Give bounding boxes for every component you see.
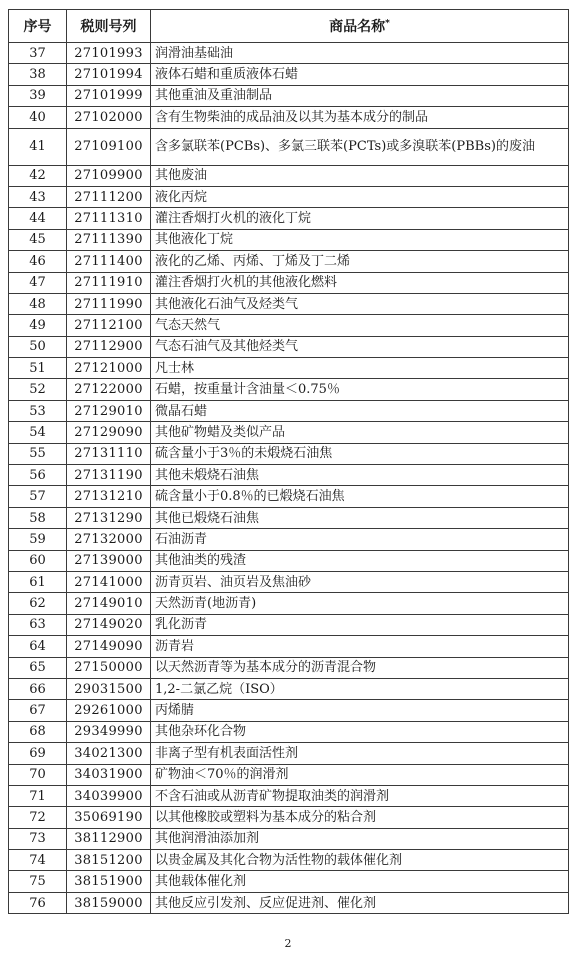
table-row	[9, 422, 569, 443]
table-row	[9, 165, 569, 186]
row-tariff-code: 27102000	[67, 107, 151, 128]
row-product-name: 润滑油基础油	[151, 43, 569, 64]
row-product-name: 液化丙烷	[151, 186, 569, 207]
row-product-name: 其他液化丁烷	[151, 229, 569, 250]
table-row	[9, 400, 569, 421]
table-row	[9, 315, 569, 336]
row-product-name: 其他反应引发剂、反应促进剂、催化剂	[151, 892, 569, 913]
row-tariff-code: 27131110	[67, 443, 151, 464]
row-serial-number: 43	[9, 186, 67, 207]
row-serial-number: 46	[9, 251, 67, 272]
row-serial-number: 61	[9, 571, 67, 592]
row-tariff-code: 38112900	[67, 828, 151, 849]
row-product-name: 其他油类的残渣	[151, 550, 569, 571]
row-serial-number: 76	[9, 892, 67, 913]
header-product-name-label: 商品名称	[329, 19, 386, 35]
row-product-name: 以贵金属及其化合物为活性物的载体催化剂	[151, 850, 569, 871]
row-product-name: 其他废油	[151, 165, 569, 186]
table-row	[9, 850, 569, 871]
table-row	[9, 251, 569, 272]
row-product-name: 其他已煅烧石油焦	[151, 507, 569, 528]
row-tariff-code: 29031500	[67, 678, 151, 699]
row-tariff-code: 27131210	[67, 486, 151, 507]
row-serial-number: 37	[9, 43, 67, 64]
row-product-name: 乳化沥青	[151, 614, 569, 635]
table-row	[9, 443, 569, 464]
row-serial-number: 38	[9, 64, 67, 85]
row-serial-number: 73	[9, 828, 67, 849]
row-product-name: 其他矿物蜡及类似产品	[151, 422, 569, 443]
row-serial-number: 71	[9, 785, 67, 806]
table-row	[9, 186, 569, 207]
table-row	[9, 657, 569, 678]
table-row	[9, 636, 569, 657]
row-serial-number: 72	[9, 807, 67, 828]
row-serial-number: 67	[9, 700, 67, 721]
table-row	[9, 358, 569, 379]
row-tariff-code: 27141000	[67, 571, 151, 592]
header-product-name	[151, 10, 569, 43]
row-tariff-code: 27109900	[67, 165, 151, 186]
table-row	[9, 743, 569, 764]
row-serial-number: 63	[9, 614, 67, 635]
row-serial-number: 45	[9, 229, 67, 250]
row-tariff-code: 27101993	[67, 43, 151, 64]
table-row	[9, 892, 569, 913]
row-tariff-code: 38159000	[67, 892, 151, 913]
row-serial-number: 48	[9, 293, 67, 314]
row-serial-number: 47	[9, 272, 67, 293]
row-tariff-code: 27109100	[67, 128, 151, 165]
row-product-name: 凡士林	[151, 358, 569, 379]
table-row	[9, 379, 569, 400]
row-serial-number: 59	[9, 529, 67, 550]
table-row	[9, 614, 569, 635]
row-serial-number: 52	[9, 379, 67, 400]
row-tariff-code: 27149020	[67, 614, 151, 635]
row-tariff-code: 27149090	[67, 636, 151, 657]
row-product-name: 以天然沥青等为基本成分的沥青混合物	[151, 657, 569, 678]
row-tariff-code: 38151200	[67, 850, 151, 871]
table-row	[9, 807, 569, 828]
row-product-name: 灌注香烟打火机的其他液化燃料	[151, 272, 569, 293]
row-serial-number: 55	[9, 443, 67, 464]
table-row	[9, 593, 569, 614]
table-body	[9, 43, 569, 914]
row-product-name: 液体石蜡和重质液体石蜡	[151, 64, 569, 85]
row-product-name: 含多氯联苯(PCBs)、多氯三联苯(PCTs)或多溴联苯(PBBs)的废油	[151, 128, 569, 165]
header-serial-number: 序号	[9, 10, 67, 43]
row-product-name: 矿物油＜70％的润滑剂	[151, 764, 569, 785]
row-product-name: 其他杂环化合物	[151, 721, 569, 742]
table-row	[9, 465, 569, 486]
table-row	[9, 785, 569, 806]
row-tariff-code: 34031900	[67, 764, 151, 785]
table-row	[9, 700, 569, 721]
table-row	[9, 721, 569, 742]
row-tariff-code: 27111990	[67, 293, 151, 314]
row-product-name: 以其他橡胶或塑料为基本成分的粘合剂	[151, 807, 569, 828]
row-tariff-code: 27129090	[67, 422, 151, 443]
row-serial-number: 39	[9, 85, 67, 106]
row-product-name: 非离子型有机表面活性剂	[151, 743, 569, 764]
table-row	[9, 507, 569, 528]
row-tariff-code: 35069190	[67, 807, 151, 828]
row-tariff-code: 27101994	[67, 64, 151, 85]
row-tariff-code: 27111390	[67, 229, 151, 250]
row-tariff-code: 27131290	[67, 507, 151, 528]
table-row	[9, 871, 569, 892]
table-row	[9, 43, 569, 64]
row-serial-number: 56	[9, 465, 67, 486]
table-row	[9, 529, 569, 550]
row-serial-number: 75	[9, 871, 67, 892]
table-row	[9, 828, 569, 849]
row-serial-number: 49	[9, 315, 67, 336]
row-serial-number: 74	[9, 850, 67, 871]
row-product-name: 沥青页岩、油页岩及焦油砂	[151, 571, 569, 592]
table-row	[9, 107, 569, 128]
header-footnote-mark: *	[385, 18, 390, 29]
row-product-name: 石蜡，按重量计含油量＜0.75％	[151, 379, 569, 400]
row-product-name: 其他未煅烧石油焦	[151, 465, 569, 486]
row-serial-number: 44	[9, 208, 67, 229]
row-serial-number: 42	[9, 165, 67, 186]
header-tariff-code: 税则号列	[67, 10, 151, 43]
table-row	[9, 128, 569, 165]
row-tariff-code: 27139000	[67, 550, 151, 571]
table-row	[9, 208, 569, 229]
row-serial-number: 58	[9, 507, 67, 528]
table-row	[9, 550, 569, 571]
page-number: 2	[284, 937, 292, 950]
row-product-name: 天然沥青(地沥青)	[151, 593, 569, 614]
row-product-name: 硫含量小于3％的未煅烧石油焦	[151, 443, 569, 464]
row-tariff-code: 27112100	[67, 315, 151, 336]
row-tariff-code: 27111310	[67, 208, 151, 229]
row-product-name: 液化的乙烯、丙烯、丁烯及丁二烯	[151, 251, 569, 272]
row-serial-number: 60	[9, 550, 67, 571]
row-serial-number: 66	[9, 678, 67, 699]
row-tariff-code: 27131190	[67, 465, 151, 486]
table-row	[9, 85, 569, 106]
row-product-name: 其他液化石油气及烃类气	[151, 293, 569, 314]
row-product-name: 微晶石蜡	[151, 400, 569, 421]
row-product-name: 灌注香烟打火机的液化丁烷	[151, 208, 569, 229]
row-serial-number: 54	[9, 422, 67, 443]
row-tariff-code: 27101999	[67, 85, 151, 106]
row-tariff-code: 27149010	[67, 593, 151, 614]
row-product-name: 沥青岩	[151, 636, 569, 657]
row-serial-number: 57	[9, 486, 67, 507]
table-row	[9, 678, 569, 699]
table-row	[9, 336, 569, 357]
row-tariff-code: 27112900	[67, 336, 151, 357]
tariff-table	[8, 9, 569, 914]
row-tariff-code: 27129010	[67, 400, 151, 421]
row-tariff-code: 29349990	[67, 721, 151, 742]
row-serial-number: 68	[9, 721, 67, 742]
table-row	[9, 64, 569, 85]
row-product-name: 含有生物柴油的成品油及以其为基本成分的制品	[151, 107, 569, 128]
row-tariff-code: 27121000	[67, 358, 151, 379]
row-product-name: 石油沥青	[151, 529, 569, 550]
row-serial-number: 65	[9, 657, 67, 678]
row-product-name: 不含石油或从沥青矿物提取油类的润滑剂	[151, 785, 569, 806]
row-tariff-code: 27122000	[67, 379, 151, 400]
row-tariff-code: 27111910	[67, 272, 151, 293]
table-row	[9, 486, 569, 507]
row-tariff-code: 27111400	[67, 251, 151, 272]
table-row	[9, 229, 569, 250]
row-tariff-code: 29261000	[67, 700, 151, 721]
row-tariff-code: 34039900	[67, 785, 151, 806]
row-serial-number: 41	[9, 128, 67, 165]
row-product-name: 硫含量小于0.8％的已煅烧石油焦	[151, 486, 569, 507]
row-tariff-code: 38151900	[67, 871, 151, 892]
row-product-name: 1,2-二氯乙烷（ISO）	[151, 678, 569, 699]
row-serial-number: 40	[9, 107, 67, 128]
row-product-name: 气态石油气及其他烃类气	[151, 336, 569, 357]
header-row	[9, 10, 569, 43]
row-serial-number: 69	[9, 743, 67, 764]
row-serial-number: 62	[9, 593, 67, 614]
row-product-name: 其他载体催化剂	[151, 871, 569, 892]
table-row	[9, 571, 569, 592]
row-product-name: 气态天然气	[151, 315, 569, 336]
row-serial-number: 51	[9, 358, 67, 379]
row-product-name: 其他重油及重油制品	[151, 85, 569, 106]
row-serial-number: 70	[9, 764, 67, 785]
row-product-name: 其他润滑油添加剂	[151, 828, 569, 849]
row-tariff-code: 27150000	[67, 657, 151, 678]
row-serial-number: 50	[9, 336, 67, 357]
row-serial-number: 64	[9, 636, 67, 657]
table-row	[9, 272, 569, 293]
table-row	[9, 293, 569, 314]
row-tariff-code: 27111200	[67, 186, 151, 207]
row-product-name: 丙烯腈	[151, 700, 569, 721]
row-serial-number: 53	[9, 400, 67, 421]
row-tariff-code: 27132000	[67, 529, 151, 550]
row-tariff-code: 34021300	[67, 743, 151, 764]
table-row	[9, 764, 569, 785]
